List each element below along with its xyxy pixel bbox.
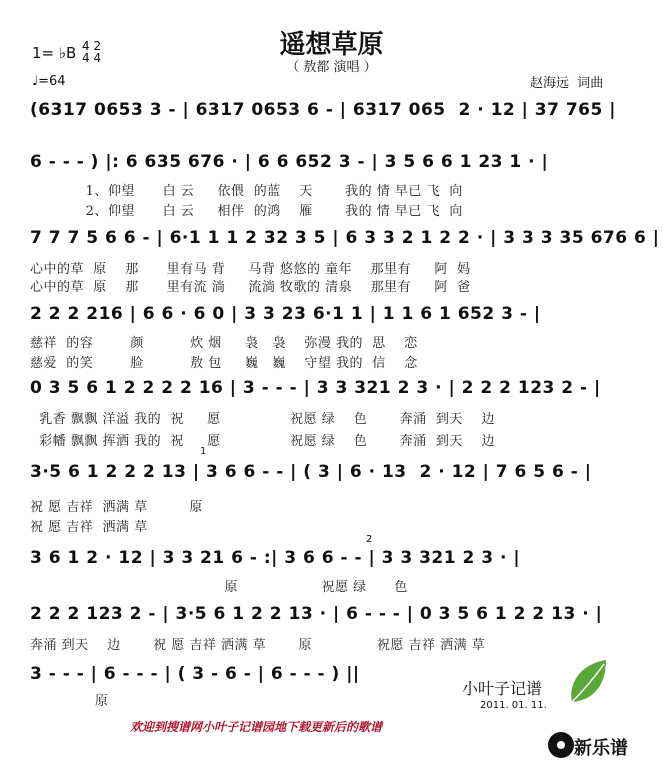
volta-second-ending: 2 — [366, 534, 373, 545]
tempo-marking: ♩=64 — [32, 74, 66, 89]
lyric-line-5a: 乳香 飘飘 洋溢 我的 祝 愿 祝愿 绿 色 奔涌 到天 边 — [30, 412, 495, 427]
score-line-5: 0 3 5 6 1 2 2 2 2 16 | 3 - - - | 3 3 321 2 3 · | 2 2 2 123 2 - | — [30, 378, 601, 398]
footer-note: 欢迎到搜谱网小叶子记谱园地下载更新后的歌谱 — [130, 720, 383, 734]
recorder-signature: 小叶子记谱 — [462, 679, 543, 698]
brand-logo: 新乐谱 — [574, 738, 628, 759]
lyric-line-5b: 彩幡 飘飘 挥洒 我的 祝 愿 祝愿 绿 色 奔涌 到天 边 — [30, 434, 495, 449]
lyric-line-2b: 2、仰望 白 云 相伴 的鸿 雁 我的 情 早已 飞 向 — [30, 204, 463, 219]
lyric-line-3a: 心中的草 原 那 里有马 背 马背 悠悠的 童年 那里有 阿 妈 — [30, 262, 471, 277]
score-line-1: (6317 0653 3 - | 6317 0653 6 - | 6317 065 2 · 12 | 37 765 | — [30, 100, 616, 120]
lyric-line-9: 原 — [30, 694, 109, 709]
lyric-line-4a: 慈祥 的容 颜 炊 烟 袅 袅 弥漫 我的 思 恋 — [30, 336, 418, 351]
score-line-9: 3 - - - | 6 - - - | ( 3 - 6 - | 6 - - - ) || — [30, 664, 360, 684]
score-line-3: 7 7 7 5 6 6 - | 6·1 1 1 2 32 3 5 | 6 3 3 2 1 2 2 · | 3 3 3 35 676 6 | — [30, 228, 660, 248]
lyric-line-4b: 慈爱 的笑 脸 敖 包 巍 巍 守望 我的 信 念 — [30, 356, 418, 371]
lyric-line-6b: 祝 愿 吉祥 洒满 草 — [30, 520, 148, 535]
record-date: 2011. 01. 11. — [480, 700, 547, 711]
time-signature: 4 2 4 4 — [82, 39, 102, 65]
score-line-8: 2 2 2 123 2 - | 3·5 6 1 2 2 13 · | 6 - - - | 0 3 5 6 1 2 2 13 · | — [30, 604, 603, 624]
lyric-line-8: 奔涌 到天 边 祝 愿 吉祥 洒满 草 原 祝愿 吉祥 洒满 草 — [30, 638, 486, 653]
key-signature: 1= ♭B — [32, 44, 77, 62]
lyric-line-7: 原 祝愿 绿 色 — [30, 580, 408, 595]
record-disc-icon — [548, 732, 574, 758]
song-title: 遥想草原 — [279, 30, 384, 60]
score-line-7: 3 6 1 2 · 12 | 3 3 21 6 - :| 3 6 6 - - | 3 3 321 2 3 · | — [30, 548, 521, 568]
volta-first-ending: 1 — [200, 446, 207, 457]
lyric-line-6a: 祝 愿 吉祥 洒满 草 原 — [30, 500, 203, 515]
lyric-line-3b: 心中的草 原 那 里有流 淌 流淌 牧歌的 清泉 那里有 阿 爸 — [30, 280, 471, 295]
performer-subtitle: （ 敖都 演唱 ） — [286, 60, 377, 75]
score-line-2: 6 - - - ) |: 6 635 676 · | 6 6 652 3 - | 3 5 6 6 1 23 1 · | — [30, 152, 549, 172]
leaf-icon — [566, 658, 610, 708]
lyric-line-2a: 1、仰望 白 云 依偎 的蓝 天 我的 情 早已 飞 向 — [30, 184, 463, 199]
author-credit: 赵海远 词曲 — [530, 76, 604, 91]
score-line-4: 2 2 2 216 | 6 6 · 6 0 | 3 3 23 6·1 1 | 1 1 6 1 652 3 - | — [30, 304, 541, 324]
score-line-6: 3·5 6 1 2 2 2 13 | 3 6 6 - - | ( 3 | 6 · 13 2 · 12 | 7 6 5 6 - | — [30, 462, 592, 482]
